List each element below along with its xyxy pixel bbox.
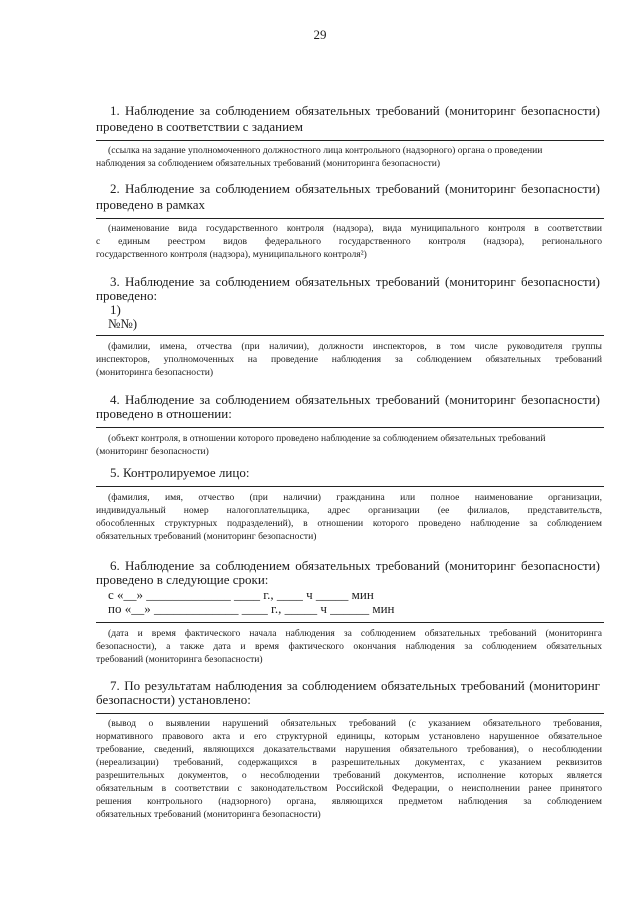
section-5-note-line-1: (фамилия, имя, отчество (при наличии) гражданина или полное наименование организации,	[108, 492, 602, 503]
section-3-heading-line-2: проведено:	[96, 288, 158, 303]
section-4-note-line-1: (объект контроля, в отношении которого проведено наблюдение за соблюдением обязательных требований	[108, 433, 546, 444]
section-4-note-line-2: (мониторинг безопасности)	[96, 446, 209, 457]
section-3-note-line-3: (мониторинга безопасности)	[96, 367, 214, 378]
section-6-heading-line-2: проведено в следующие сроки:	[96, 572, 269, 587]
section-4-heading-line-2: проведено в отношении:	[96, 406, 232, 421]
section-5-note-line-3: обособленных структурных подразделений), в отношении которого проведено наблюдение за соблюдением	[96, 518, 602, 529]
section-7-heading-line-2: безопасности) установлено:	[96, 692, 251, 707]
section-3-item-numbers: №№)	[108, 316, 138, 331]
section-3-note-line-1: (фамилии, имена, отчества (при наличии), должности инспекторов, в том числе руководителя группы	[108, 341, 602, 352]
section-6-heading-line-1: 6. Наблюдение за соблюдением обязательных требований (мониторинг безопасности)	[110, 558, 600, 573]
section-2-note-line-1: (наименование вида государственного контроля (надзора), вида муниципального контроля в соответствии	[108, 223, 602, 234]
section-5-note-line-2: индивидуальный номер налогоплательщика, адрес организации (ее филиалов, представительств,	[96, 505, 602, 516]
section-7-note-line-4: (нереализации) требований, содержащихся в разрешительных документах, с указанием реквизитов	[96, 757, 602, 768]
section-1-note-line-1: (ссылка на задание уполномоченного должностного лица контрольного (надзорного) органа о проведении	[108, 145, 543, 156]
section-1-heading-line-1: 1. Наблюдение за соблюдением обязательных требований (мониторинг безопасности)	[110, 103, 600, 118]
section-7-note-line-5: разрешительных документов, о несоблюдении требований документов, исполнение которых является	[96, 770, 602, 781]
section-6-note-line-2: безопасности), а также дата и время фактического окончания наблюдения за соблюдением обязательных	[96, 641, 602, 652]
section-2-heading-line-1: 2. Наблюдение за соблюдением обязательных требований (мониторинг безопасности)	[110, 181, 600, 196]
section-7-note-line-6: обязательным в соответствии с законодательством Российской Федерации, о неисполнении ранее принятого	[96, 783, 602, 794]
section-3-item-1: 1)	[110, 302, 121, 317]
section-7-note-line-1: (вывод о выявлении нарушений обязательных требований (с указанием обязательного требования,	[108, 718, 602, 729]
start-datetime-field[interactable]: с «__» _____________ ____ г., ____ ч _____ мин	[108, 587, 374, 602]
section-7-note-line-8: обязательных требований (мониторинга безопасности)	[96, 809, 321, 820]
end-datetime-field[interactable]: по «__» _____________ ____ г., _____ ч ______ мин	[108, 601, 395, 616]
section-6-note-line-1: (дата и время фактического начала наблюдения за соблюдением обязательных требований (мониторинга	[108, 628, 602, 639]
page-number: 29	[313, 27, 327, 42]
section-3-fill-line	[96, 335, 604, 336]
section-6-note-line-3: требований (мониторинга безопасности)	[96, 654, 263, 665]
section-2-note-line-2: с единым реестром видов федерального государственного контроля (надзора), регионального	[96, 236, 602, 247]
section-7-note-line-2: нормативного правового акта и его структурной единицы, которым установлено нарушенное обязательное	[96, 731, 602, 742]
section-7-note-line-3: требование, сведений, являющихся доказательствами нарушения обязательного требования), о несоблюдении	[96, 744, 602, 755]
section-4-fill-line	[96, 427, 604, 428]
section-5-note-line-4: обязательных требований (мониторинг безопасности)	[96, 531, 317, 542]
section-5-heading: 5. Контролируемое лицо:	[110, 465, 250, 480]
section-1-heading-line-2: проведено в соответствии с заданием	[96, 119, 304, 134]
section-1-note-line-2: наблюдения за соблюдением обязательных требований (мониторинга безопасности)	[96, 158, 441, 169]
section-6-fill-line	[96, 622, 604, 623]
section-7-fill-line	[96, 713, 604, 714]
section-5-fill-line	[96, 486, 604, 487]
section-3-note-line-2: инспекторов, уполномоченных на проведение наблюдения за соблюдением обязательных требований	[96, 354, 602, 365]
section-7-heading-line-1: 7. По результатам наблюдения за соблюдением обязательных требований (мониторинг	[110, 678, 600, 693]
section-3-heading-line-1: 3. Наблюдение за соблюдением обязательных требований (мониторинг безопасности)	[110, 274, 600, 289]
section-7-note-line-7: решения контрольного (надзорного) органа, являющихся предметом наблюдения за соблюдением	[96, 796, 602, 807]
section-2-heading-line-2: проведено в рамках	[96, 197, 205, 212]
section-2-note-line-3: государственного контроля (надзора), муниципального контроля²)	[96, 249, 367, 260]
section-2-fill-line	[96, 218, 604, 219]
section-1-fill-line	[96, 140, 604, 141]
section-4-heading-line-1: 4. Наблюдение за соблюдением обязательных требований (мониторинг безопасности)	[110, 392, 600, 407]
